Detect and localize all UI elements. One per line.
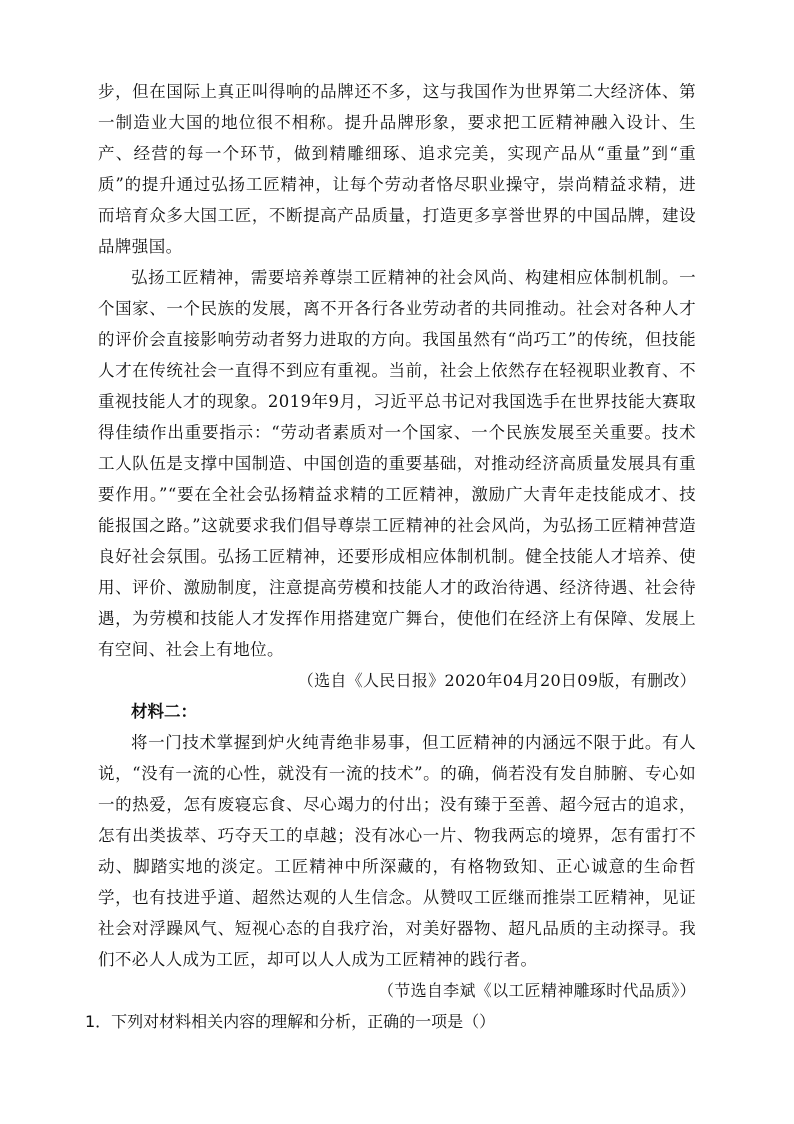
material2-paragraph-1: 将一门技术掌握到炉火纯青绝非易事，但工匠精神的内涵远不限于此。有人说，“没有一流的心性，就没有一流的技术”。的确，倘若没有发自肺腑、专心如一的热爱，怎有废寝忘食、尽心竭力的付出；没有臻于至善、超今冠古的追求，怎有出类拔萃、巧夺天工的卓越；没有冰心一片、物我两忘的境界，怎有雷打不动、脚踏实地的淡定。工匠精神中所深藏的，有格物致知、正心诚意的生命哲学，也有技进乎道、超然达观的人生信念。从赞叹工匠继而推崇工匠精神，见证社会对浮躁风气、短视心态的自我疗治，对美好器物、超凡品质的主动探寻。我们不必人人成为工匠，却可以人人成为工匠精神的践行者。 bbox=[98, 733, 696, 969]
question-1: 1．下列对材料相关内容的理解和分析，正确的一项是（） bbox=[85, 1012, 496, 1031]
document-page bbox=[85, 76, 696, 1037]
material1-source: （选自《人民日报》2020年04月20日09版，有删改） bbox=[297, 671, 696, 690]
material2-heading: 材料二： bbox=[131, 702, 197, 721]
material2-source: （节选自李斌《以工匠精神雕琢时代品质》） bbox=[377, 981, 696, 1000]
material1-paragraph-2: 弘扬工匠精神，需要培养尊崇工匠精神的社会风尚、构建相应体制机制。一个国家、一个民族的发展，离不开各行各业劳动者的共同推动。社会对各种人才的评价会直接影响劳动者努力进取的方向。我国虽然有“尚巧工”的传统，但技能人才在传统社会一直得不到应有重视。当前，社会上依然存在轻视职业教育、不重视技能人才的现象。2019年9月，习近平总书记对我国选手在世界技能大赛取得佳绩作出重要指示：“劳动者素质对一个国家、一个民族发展至关重要。技术工人队伍是支撑中国制造、中国创造的重要基础，对推动经济高质量发展具有重要作用。”“要在全社会弘扬精益求精的工匠精神，激励广大青年走技能成才、技能报国之路。”这就要求我们倡导尊崇工匠精神的社会风尚，为弘扬工匠精神营造良好社会氛围。弘扬工匠精神，还要形成相应体制机制。健全技能人才培养、使用、评价、激励制度，注意提高劳模和技能人才的政治待遇、经济待遇、社会待遇，为劳模和技能人才发挥作用搭建宽广舞台，使他们在经济上有保障、发展上有空间、社会上有地位。 bbox=[98, 268, 696, 659]
material1-paragraph-1: 步，但在国际上真正叫得响的品牌还不多，这与我国作为世界第二大经济体、第一制造业大国的地位很不相称。提升品牌形象，要求把工匠精神融入设计、生产、经营的每一个环节，做到精雕细琢、追求完美，实现产品从“重量”到“重质”的提升通过弘扬工匠精神，让每个劳动者恪尽职业操守，崇尚精益求精，进而培育众多大国工匠，不断提高产品质量，打造更多享誉世界的中国品牌，建设品牌强国。 bbox=[98, 82, 696, 256]
